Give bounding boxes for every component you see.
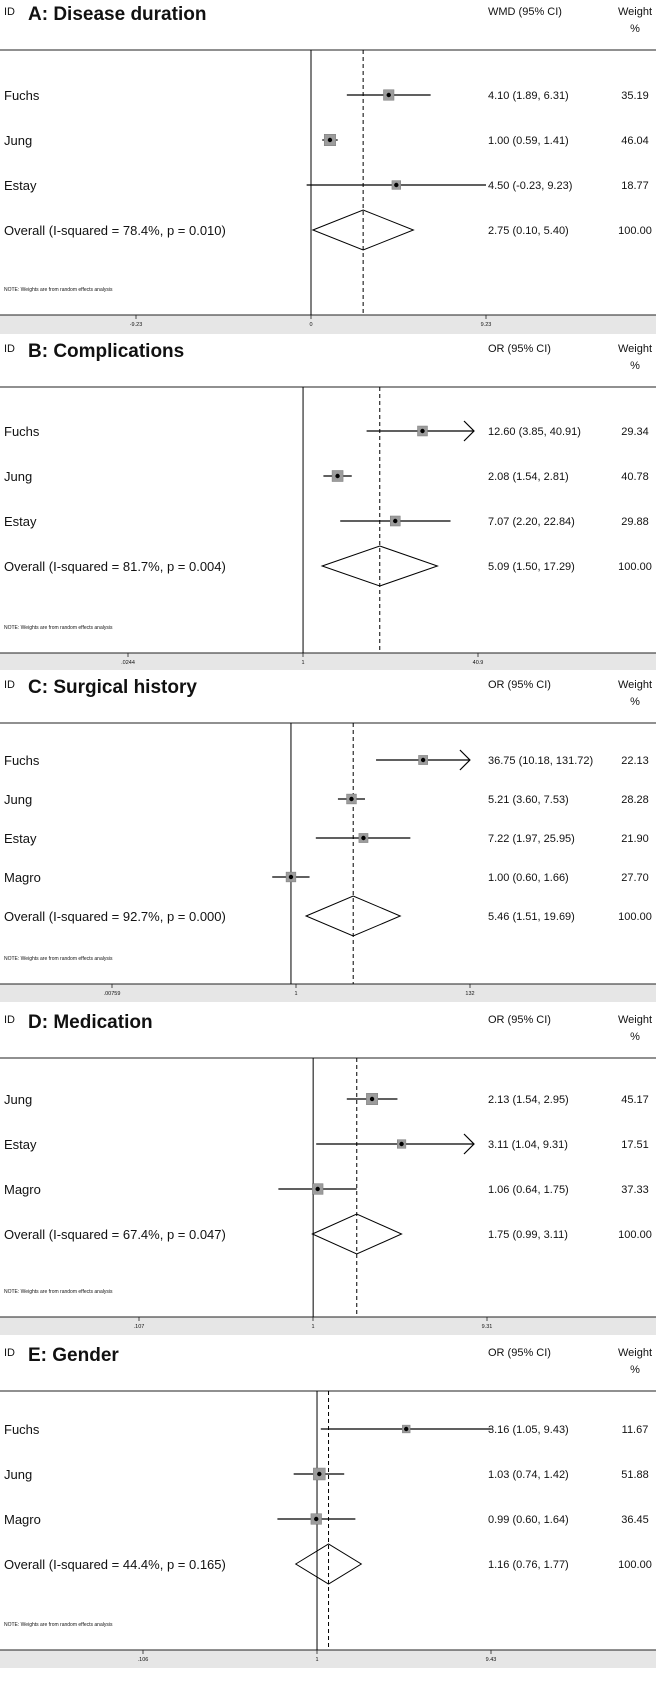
panel-title: B: Complications — [28, 341, 185, 362]
axis-strip — [0, 1650, 656, 1668]
id-header: ID — [4, 6, 15, 18]
point-estimate — [399, 1142, 403, 1146]
point-estimate — [361, 836, 365, 840]
ci-text: 2.08 (1.54, 2.81) — [488, 471, 569, 483]
weight-text: 17.51 — [621, 1139, 649, 1151]
study-label: Jung — [4, 133, 33, 148]
point-estimate — [394, 183, 398, 187]
tick-label: 1 — [294, 991, 298, 997]
panel-title: C: Surgical history — [28, 677, 197, 698]
weight-header: Weight — [617, 1347, 653, 1359]
tick-label: -9.23 — [129, 322, 143, 328]
weight-text: 36.45 — [621, 1514, 649, 1526]
weight-unit: % — [630, 360, 640, 372]
weight-header: Weight — [617, 1014, 653, 1026]
weight-unit: % — [630, 23, 640, 35]
tick-label: 1 — [315, 1657, 319, 1663]
weights-note: NOTE: Weights are from random effects analysis — [4, 625, 113, 631]
overall-ci-text: 5.46 (1.51, 19.69) — [488, 911, 575, 923]
point-estimate — [289, 875, 293, 879]
point-estimate — [314, 1517, 318, 1521]
overall-ci-text: 1.16 (0.76, 1.77) — [488, 1559, 569, 1571]
ci-text: 1.03 (0.74, 1.42) — [488, 1469, 569, 1481]
weight-text: 29.34 — [621, 426, 649, 438]
weight-unit: % — [630, 1031, 640, 1043]
id-header: ID — [4, 679, 15, 691]
overall-label: Overall (I-squared = 78.4%, p = 0.010) — [4, 223, 226, 238]
axis-strip — [0, 1317, 656, 1335]
overall-diamond — [313, 210, 413, 250]
weights-note: NOTE: Weights are from random effects analysis — [4, 1289, 113, 1295]
weight-text: 11.67 — [621, 1424, 649, 1436]
study-label: Estay — [4, 178, 37, 193]
id-header: ID — [4, 343, 15, 355]
overall-ci-text: 1.75 (0.99, 3.11) — [488, 1229, 568, 1241]
study-label: Magro — [4, 1182, 41, 1197]
weight-text: 21.90 — [621, 833, 649, 845]
ci-text: 36.75 (10.18, 131.72) — [488, 755, 594, 767]
effect-header: OR (95% CI) — [488, 1347, 551, 1359]
point-estimate — [328, 138, 332, 142]
tick-label: 9.31 — [481, 1324, 493, 1330]
point-estimate — [315, 1187, 319, 1191]
point-estimate — [420, 429, 424, 433]
tick-label: .106 — [137, 1657, 149, 1663]
weight-unit: % — [630, 696, 640, 708]
ci-text: 3.16 (1.05, 9.43) — [488, 1424, 569, 1436]
point-estimate — [317, 1472, 321, 1476]
weights-note: NOTE: Weights are from random effects analysis — [4, 1622, 113, 1628]
effect-header: WMD (95% CI) — [488, 6, 562, 18]
panel-title: A: Disease duration — [28, 4, 207, 25]
overall-weight-text: 100.00 — [618, 561, 652, 573]
tick-label: 1 — [301, 660, 305, 666]
ci-text: 5.21 (3.60, 7.53) — [488, 794, 569, 806]
ci-text: 1.00 (0.59, 1.41) — [488, 135, 569, 147]
tick-label: .0244 — [121, 660, 135, 666]
weight-text: 18.77 — [621, 180, 649, 192]
effect-header: OR (95% CI) — [488, 343, 551, 355]
tick-label: 40.9 — [472, 660, 484, 666]
point-estimate — [387, 93, 391, 97]
tick-label: 1 — [311, 1324, 315, 1330]
weight-header: Weight — [617, 6, 653, 18]
study-label: Fuchs — [4, 88, 40, 103]
axis-strip — [0, 653, 656, 670]
id-header: ID — [4, 1347, 15, 1359]
overall-label: Overall (I-squared = 92.7%, p = 0.000) — [4, 909, 226, 924]
ci-text: 1.00 (0.60, 1.66) — [488, 872, 569, 884]
axis-strip — [0, 315, 656, 334]
weight-text: 51.88 — [621, 1469, 649, 1481]
weight-text: 27.70 — [621, 872, 649, 884]
id-header: ID — [4, 1014, 15, 1026]
study-label: Jung — [4, 792, 33, 807]
tick-label: 9.43 — [485, 1657, 497, 1663]
weight-text: 40.78 — [621, 471, 649, 483]
overall-label: Overall (I-squared = 44.4%, p = 0.165) — [4, 1557, 226, 1572]
ci-text: 1.06 (0.64, 1.75) — [488, 1184, 569, 1196]
study-label: Jung — [4, 469, 33, 484]
ci-text: 0.99 (0.60, 1.64) — [488, 1514, 569, 1526]
ci-text: 4.50 (-0.23, 9.23) — [488, 180, 573, 192]
weight-unit: % — [630, 1364, 640, 1376]
overall-label: Overall (I-squared = 67.4%, p = 0.047) — [4, 1227, 226, 1242]
overall-weight-text: 100.00 — [618, 1559, 652, 1571]
ci-text: 4.10 (1.89, 6.31) — [488, 90, 569, 102]
overall-weight-text: 100.00 — [618, 225, 652, 237]
overall-ci-text: 2.75 (0.10, 5.40) — [488, 225, 569, 237]
weight-text: 46.04 — [621, 135, 649, 147]
point-estimate — [335, 474, 339, 478]
axis-strip — [0, 984, 656, 1002]
study-label: Magro — [4, 1512, 41, 1527]
overall-ci-text: 5.09 (1.50, 17.29) — [488, 561, 575, 573]
effect-header: OR (95% CI) — [488, 679, 551, 691]
study-label: Jung — [4, 1467, 33, 1482]
overall-diamond — [296, 1544, 362, 1584]
panel-title: E: Gender — [28, 1345, 119, 1366]
panel-title: D: Medication — [28, 1012, 153, 1033]
ci-text: 7.07 (2.20, 22.84) — [488, 516, 575, 528]
study-label: Estay — [4, 514, 37, 529]
weight-header: Weight — [617, 679, 653, 691]
weight-text: 29.88 — [621, 516, 649, 528]
ci-text: 12.60 (3.85, 40.91) — [488, 426, 581, 438]
overall-weight-text: 100.00 — [618, 1229, 652, 1241]
study-label: Magro — [4, 870, 41, 885]
effect-header: OR (95% CI) — [488, 1014, 551, 1026]
tick-label: 9.23 — [480, 322, 492, 328]
study-label: Fuchs — [4, 753, 40, 768]
overall-label: Overall (I-squared = 81.7%, p = 0.004) — [4, 559, 226, 574]
tick-label: 132 — [465, 991, 475, 997]
weight-text: 45.17 — [621, 1094, 649, 1106]
ci-text: 2.13 (1.54, 2.95) — [488, 1094, 569, 1106]
point-estimate — [349, 797, 353, 801]
tick-label: .00759 — [103, 991, 121, 997]
weight-text: 22.13 — [621, 755, 649, 767]
study-label: Estay — [4, 831, 37, 846]
point-estimate — [421, 758, 425, 762]
point-estimate — [404, 1427, 408, 1431]
study-label: Estay — [4, 1137, 37, 1152]
point-estimate — [370, 1097, 374, 1101]
study-label: Fuchs — [4, 424, 40, 439]
weight-header: Weight — [617, 343, 653, 355]
ci-text: 7.22 (1.97, 25.95) — [488, 833, 575, 845]
tick-label: .107 — [133, 1324, 145, 1330]
overall-weight-text: 100.00 — [618, 911, 652, 923]
weight-text: 35.19 — [621, 90, 649, 102]
weights-note: NOTE: Weights are from random effects analysis — [4, 287, 113, 293]
ci-text: 3.11 (1.04, 9.31) — [488, 1139, 568, 1151]
weights-note: NOTE: Weights are from random effects analysis — [4, 956, 113, 962]
weight-text: 28.28 — [621, 794, 649, 806]
point-estimate — [393, 519, 397, 523]
weight-text: 37.33 — [621, 1184, 649, 1196]
tick-label: 0 — [309, 322, 313, 328]
study-label: Jung — [4, 1092, 33, 1107]
study-label: Fuchs — [4, 1422, 40, 1437]
